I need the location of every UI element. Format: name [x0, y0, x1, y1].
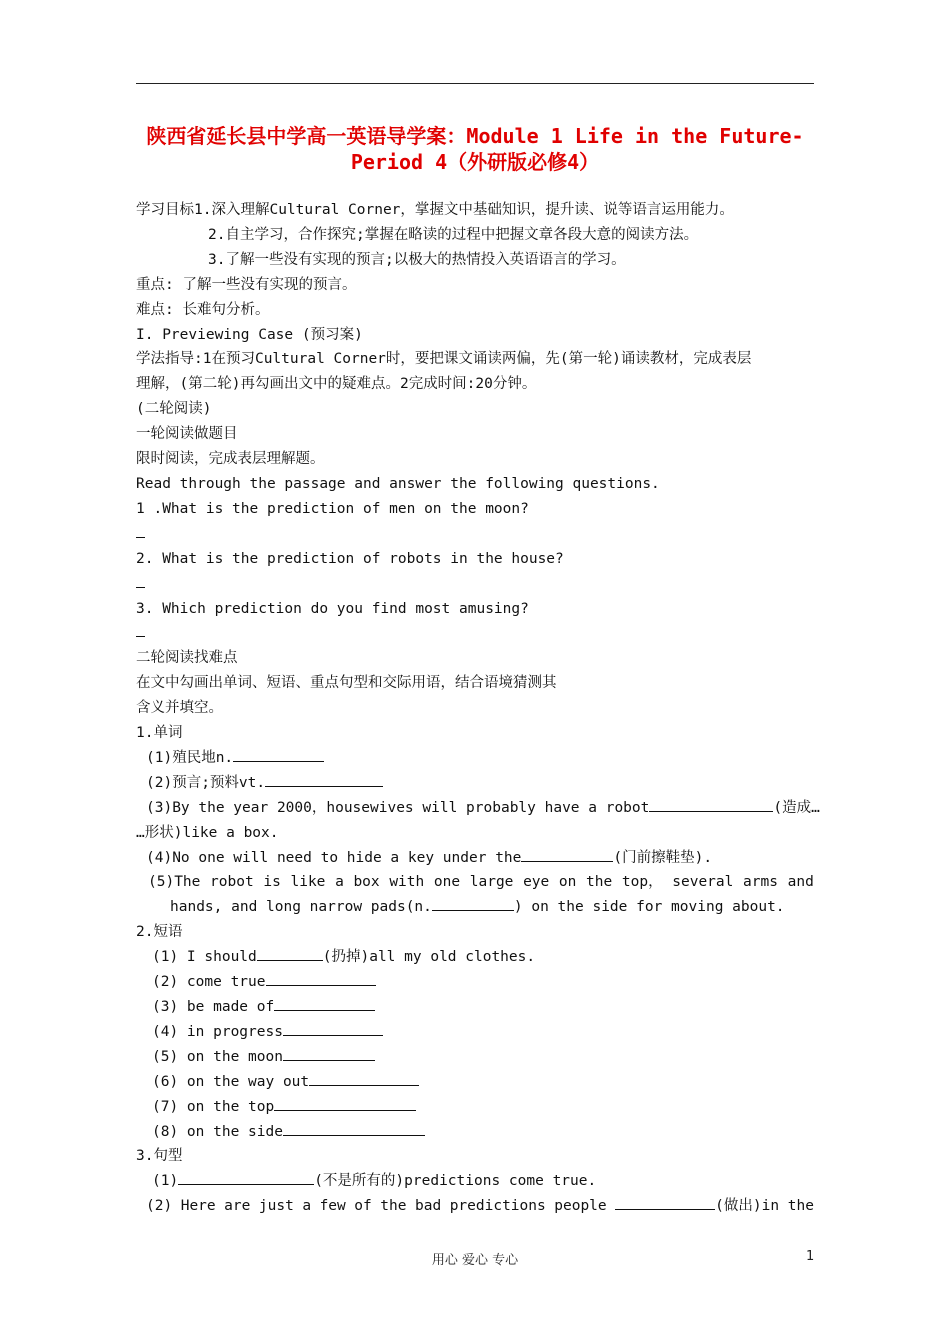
fill-blank[interactable] — [283, 1020, 383, 1036]
word-item-3-cont: …形状)like a box. — [136, 824, 279, 841]
question-3: 3. Which prediction do you find most amusing? — [136, 600, 529, 617]
fill-blank[interactable] — [233, 746, 324, 762]
phrase-item-8: (8) on the side — [136, 1120, 814, 1145]
fill-blank[interactable] — [615, 1194, 715, 1210]
phrase-item-2: (2) come true — [136, 970, 814, 995]
sentences-heading: 3.句型 — [136, 1148, 183, 1165]
fill-blank[interactable] — [649, 796, 773, 812]
fill-blank[interactable] — [257, 945, 323, 961]
word-item-3: (3)By the year 2000，housewives will probably have a robot (造成… — [136, 796, 814, 821]
phrase-item-3: (3) be made of — [136, 995, 814, 1020]
sentence-item-1: (1) (不是所有的)predictions come true. — [136, 1169, 814, 1194]
second-round-heading: 二轮阅读找难点 — [136, 650, 238, 667]
second-round-label: (二轮阅读) — [136, 401, 212, 418]
answer-blank-2[interactable] — [136, 572, 814, 597]
word-item-4: (4)No one will need to hide a key under the (门前擦鞋垫). — [136, 846, 814, 871]
word-item-2: (2)预言;预料vt. — [136, 771, 814, 796]
goal-1: 学习目标1.深入理解Cultural Corner，掌握文中基础知识，提升读、说等语言运用能力。 — [136, 202, 734, 218]
fill-blank[interactable] — [265, 771, 383, 787]
sentence-item-2: (2) Here are just a few of the bad predictions people (做出)in the — [136, 1194, 814, 1219]
first-round-heading: 一轮阅读做题目 — [136, 426, 238, 443]
word-item-5-cont: hands, and long narrow pads(n. ) on the side for moving about. — [136, 895, 814, 920]
phrase-item-7: (7) on the top — [136, 1095, 814, 1120]
phrase-item-6: (6) on the way out — [136, 1070, 814, 1095]
document-title — [136, 123, 814, 175]
fill-blank[interactable] — [274, 1095, 416, 1111]
title-line-1: 陕西省延长县中学高一英语导学案：Module 1 Life in the Future- — [146, 124, 804, 148]
word-item-1: (1)殖民地n. — [136, 746, 814, 771]
section-heading-previewing: I. Previewing Case (预习案) — [136, 326, 363, 343]
fill-blank[interactable] — [432, 895, 514, 911]
fill-blank[interactable] — [309, 1070, 419, 1086]
method-line-2: 理解，(第二轮)再勾画出文中的疑难点。2完成时间:20分钟。 — [136, 376, 537, 393]
goal-3: 3.了解一些没有实现的预言;以极大的热情投入英语语言的学习。 — [208, 251, 626, 268]
fill-blank[interactable] — [283, 1120, 425, 1136]
page-number: 1 — [806, 1249, 815, 1264]
task-line-2: 含义并填空。 — [136, 700, 223, 717]
fill-blank[interactable] — [274, 995, 375, 1011]
top-rule — [136, 83, 814, 84]
fill-blank[interactable] — [266, 970, 376, 986]
phrases-heading: 2.短语 — [136, 924, 183, 941]
fill-blank[interactable] — [521, 846, 613, 862]
phrase-item-4: (4) in progress — [136, 1020, 814, 1045]
words-heading: 1.单词 — [136, 725, 183, 742]
title-line-2: Period 4（外研版必修4） — [350, 150, 600, 174]
task-line-1: 在文中勾画出单词、短语、重点句型和交际用语，结合语境猜测其 — [136, 675, 557, 692]
answer-blank-3[interactable] — [136, 621, 814, 646]
goal-2: 2.自主学习，合作探究;掌握在略读的过程中把握文章各段大意的阅读方法。 — [208, 226, 699, 243]
phrase-item-5: (5) on the moon — [136, 1045, 814, 1070]
key-point: 重点: 了解一些没有实现的预言。 — [136, 276, 357, 293]
instruction: Read through the passage and answer the following questions. — [136, 475, 660, 492]
difficult-point: 难点: 长难句分析。 — [136, 301, 270, 318]
method-line-1: 学法指导:1在预习Cultural Corner时，要把课文诵读两偏，先(第一轮)诵读教材，完成表层 — [136, 351, 752, 368]
question-1: 1 .What is the prediction of men on the moon? — [136, 500, 529, 517]
question-2: 2. What is the prediction of robots in the house? — [136, 550, 564, 567]
fill-blank[interactable] — [283, 1045, 375, 1061]
answer-blank-1[interactable] — [136, 522, 814, 547]
document-body — [136, 198, 820, 1219]
word-item-5: (5)The robot is like a box with one large eye on the top， several arms and — [148, 874, 814, 891]
phrase-item-1: (1) I should (扔掉)all my old clothes. — [136, 945, 814, 970]
timed-reading: 限时阅读，完成表层理解题。 — [136, 451, 325, 468]
fill-blank[interactable] — [178, 1169, 314, 1185]
page-footer: 用心 爱心 专心 — [431, 1253, 519, 1268]
